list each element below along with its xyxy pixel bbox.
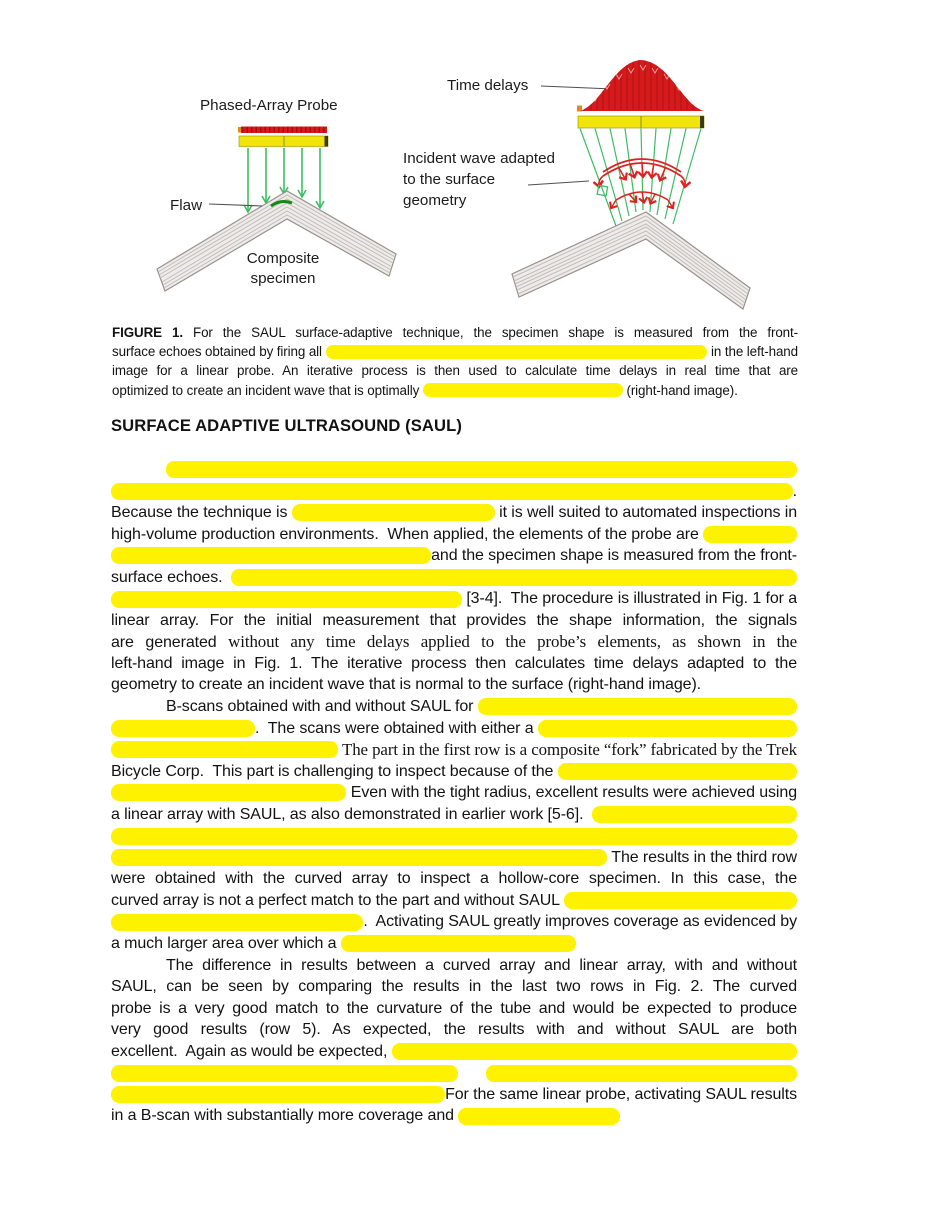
redaction-highlight <box>423 383 623 397</box>
figure-1-diagram <box>0 0 952 340</box>
text-run: The difference in results between a curved array and linear array, with and without <box>166 956 797 974</box>
redaction-highlight <box>111 1065 458 1082</box>
redaction-highlight <box>538 720 797 737</box>
text-line <box>111 610 797 632</box>
text-run: very good results (row 5). As expected, the results with and without SAUL are both <box>111 1021 797 1039</box>
redaction-highlight <box>564 892 797 909</box>
text-run: FIGURE 1. <box>112 325 183 340</box>
text-run: SAUL, can be seen by comparing the results in the last two rows in Fig. 2. The curved <box>111 978 797 996</box>
text-line <box>111 933 797 955</box>
text-run: . Activating SAUL greatly improves coverage as evidenced by <box>363 913 797 931</box>
indent-spacer <box>458 1062 486 1084</box>
text-run: image for a linear probe. An iterative process is then used to calculate time delays in real time that are <box>112 363 798 379</box>
text-line <box>111 631 797 653</box>
text-run: linear array. For the initial measurement that provides the shape information, the signals <box>111 611 797 629</box>
text-line <box>111 567 797 589</box>
text-line <box>111 588 797 610</box>
redaction-highlight <box>558 763 797 780</box>
text-run: B-scans obtained with and without SAUL for <box>166 698 478 716</box>
text-run: The part in the first row is a composite “fork” fabricated by the Trek <box>338 740 797 760</box>
text-run: Even with the tight radius, excellent results were achieved using <box>346 784 797 802</box>
text-line <box>111 481 797 503</box>
text-run: without any time delays applied to the probe’s elements, as shown in the <box>228 632 797 652</box>
text-line <box>111 1062 797 1084</box>
redaction-highlight <box>292 504 495 521</box>
text-run: high-volume production environments. When applied, the elements of the probe are <box>111 525 704 543</box>
text-line <box>111 976 797 998</box>
text-run: were obtained with the curved array to inspect a hollow-core specimen. In this case, the <box>111 870 797 888</box>
redaction-highlight <box>111 914 363 931</box>
left-diagram <box>157 97 396 291</box>
flaw-label: Flaw <box>170 197 203 214</box>
text-run: For the same linear probe, activating SAUL results <box>445 1085 797 1103</box>
figure-caption <box>112 323 798 400</box>
time-delay-dome <box>577 58 704 112</box>
text-run: and the specimen shape is measured from the front- <box>431 547 797 565</box>
text-run: Bicycle Corp. This part is challenging to inspect because of the <box>111 762 558 780</box>
time-delays-pointer-line <box>541 86 613 89</box>
text-run: excellent. Again as would be expected, <box>111 1042 392 1060</box>
text-run: it is well suited to automated inspections in <box>494 504 797 522</box>
redaction-highlight <box>486 1065 797 1082</box>
text-line <box>111 911 797 933</box>
redaction-highlight <box>341 935 576 952</box>
text-run: Because the technique is <box>111 504 292 522</box>
redaction-highlight <box>111 547 431 564</box>
composite-specimen-label-line1: Composite <box>246 250 320 267</box>
text-line <box>112 381 798 400</box>
incident-wave-label-line2: to the surface <box>403 171 496 188</box>
right-specimen <box>512 212 750 309</box>
redaction-highlight <box>111 591 462 608</box>
text-line <box>112 361 798 380</box>
redaction-highlight <box>111 741 338 758</box>
text-run: a much larger area over which a <box>111 935 341 953</box>
text-line <box>111 1084 797 1106</box>
text-line <box>112 342 798 361</box>
text-run: a linear array with SAUL, as also demonstrated in earlier work [5-6]. <box>111 805 593 823</box>
text-run: surface echoes obtained by firing all <box>112 344 326 360</box>
redaction-highlight <box>166 461 797 478</box>
right-diagram <box>403 58 750 309</box>
text-run: The results in the third row <box>607 848 797 866</box>
text-run: in the left-hand <box>707 344 798 360</box>
text-line <box>111 545 797 567</box>
text-run: optimized to create an incident wave that is optimally <box>112 382 423 398</box>
redaction-highlight <box>592 806 797 823</box>
redaction-highlight <box>478 698 797 715</box>
incident-wave-pointer-line <box>528 181 589 185</box>
redaction-highlight <box>111 849 607 866</box>
text-run: [3-4]. The procedure is illustrated in Fig. 1 for a <box>461 590 797 608</box>
text-line <box>111 1105 797 1127</box>
body-text <box>111 459 797 1127</box>
text-line <box>111 502 797 524</box>
text-run: left-hand image in Fig. 1. The iterative process then calculates time delays adapted to the <box>111 654 797 672</box>
text-run: . The scans were obtained with either a <box>255 719 538 737</box>
redaction-highlight <box>111 720 255 737</box>
redaction-highlight <box>111 828 797 845</box>
text-line <box>111 868 797 890</box>
text-line <box>111 847 797 869</box>
incident-wave-label-line1: Incident wave adapted <box>403 150 555 167</box>
text-line <box>111 1041 797 1063</box>
text-run: . <box>792 482 797 500</box>
text-line <box>111 524 797 546</box>
text-run: are generated <box>111 634 229 652</box>
section-heading: SURFACE ADAPTIVE ULTRASOUND (SAUL) <box>111 416 462 435</box>
redaction-highlight <box>231 569 797 586</box>
composite-specimen-label-line2: specimen <box>250 270 316 287</box>
text-line <box>111 804 797 826</box>
text-run: (right-hand image). <box>622 382 738 398</box>
text-line <box>111 653 797 675</box>
redaction-highlight <box>458 1108 620 1125</box>
redaction-highlight <box>111 1086 445 1103</box>
text-line <box>111 696 797 718</box>
indent-spacer <box>111 459 166 481</box>
redaction-highlight <box>111 483 793 500</box>
text-line <box>111 782 797 804</box>
text-run: surface echoes. <box>111 568 232 586</box>
text-run: geometry to create an incident wave that is normal to the surface (right-hand image). <box>111 676 702 694</box>
redaction-highlight <box>703 526 797 543</box>
text-run: probe is a very good match to the curvature of the tube and would be expected to produce <box>111 999 797 1017</box>
text-line <box>111 955 797 977</box>
text-line <box>112 323 798 342</box>
time-delays-label: Time delays <box>447 77 529 94</box>
text-run: curved array is not a perfect match to the part and without SAUL <box>111 891 564 909</box>
text-line <box>111 674 797 696</box>
flaw-pointer-line <box>209 204 262 206</box>
text-line <box>111 718 797 740</box>
text-line <box>111 998 797 1020</box>
text-line <box>111 1019 797 1041</box>
text-run: in a B-scan with substantially more coverage and <box>111 1107 459 1125</box>
redaction-highlight <box>326 345 708 359</box>
phased-array-probe-label: Phased-Array Probe <box>200 97 338 114</box>
text-line <box>111 890 797 912</box>
redaction-highlight <box>392 1043 797 1060</box>
text-run: For the SAUL surface-adaptive technique, the specimen shape is measured from the front- <box>182 325 798 340</box>
text-line <box>111 825 797 847</box>
redaction-highlight <box>111 784 346 801</box>
text-line <box>111 761 797 783</box>
text-line <box>111 739 797 761</box>
indent-spacer <box>111 696 166 718</box>
incident-wave-label-line3: geometry <box>403 192 467 209</box>
text-line <box>111 459 797 481</box>
